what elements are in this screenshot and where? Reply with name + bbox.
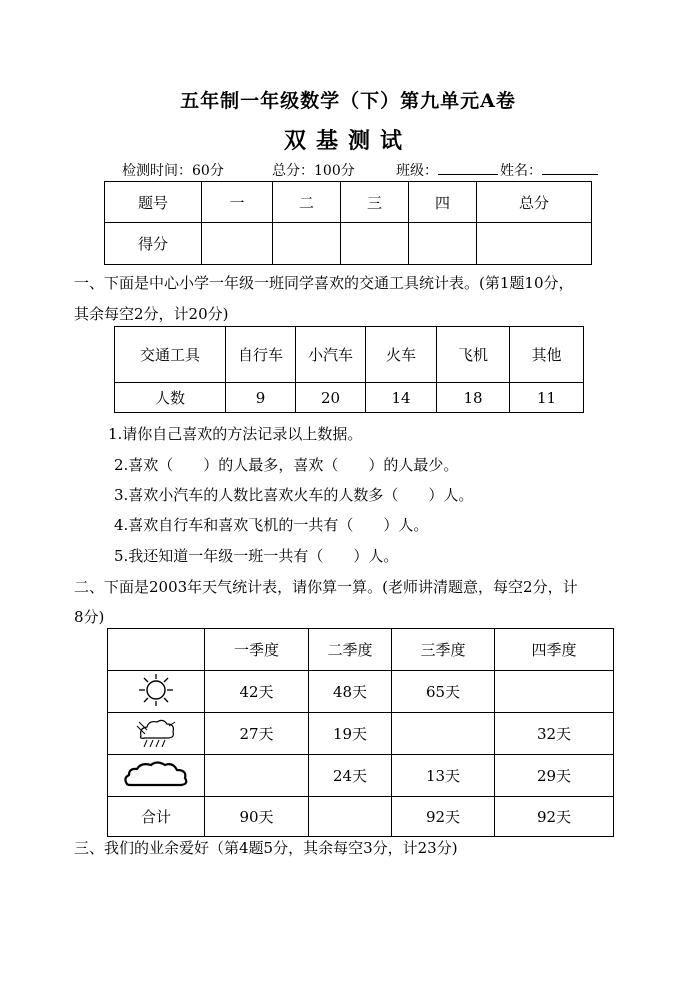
sun-icon xyxy=(134,672,178,708)
weather-row-cloudy xyxy=(108,755,614,797)
score-table-score-row xyxy=(105,223,592,265)
score-table-header-row xyxy=(105,182,592,223)
transport-cell: 18 xyxy=(437,383,510,413)
transport-cell: 火车 xyxy=(366,327,437,383)
weather-cell: 48天 xyxy=(309,671,392,713)
transport-cell: 自行车 xyxy=(226,327,296,383)
score-row-label: 得分 xyxy=(105,223,202,265)
weather-cell[interactable] xyxy=(392,713,495,755)
transport-cell: 9 xyxy=(226,383,296,413)
score-input-cell[interactable] xyxy=(341,223,409,265)
score-header-cell: 一 xyxy=(202,182,273,223)
score-input-cell[interactable] xyxy=(477,223,592,265)
weather-row-sunny xyxy=(108,671,614,713)
section1-instruction-line1: 一、下面是中心小学一年级一班同学喜欢的交通工具统计表。(第1题10分， xyxy=(74,274,574,292)
weather-cell: 42天 xyxy=(205,671,309,713)
question-4: 4.喜欢自行车和喜欢飞机的一共有（ ）人。 xyxy=(114,516,429,534)
weather-row-total xyxy=(108,797,614,837)
weather-cell: 27天 xyxy=(205,713,309,755)
question-1: 1.请你自己喜欢的方法记录以上数据。 xyxy=(108,425,363,443)
transport-cell: 11 xyxy=(510,383,584,413)
transport-cell: 其他 xyxy=(510,327,584,383)
name-label: 姓名： xyxy=(500,163,542,179)
weather-cell: 24天 xyxy=(309,755,392,797)
weather-row-rain xyxy=(108,713,614,755)
score-table xyxy=(104,181,592,265)
transport-cell: 飞机 xyxy=(437,327,510,383)
weather-cell: 19天 xyxy=(309,713,392,755)
cloud-icon xyxy=(121,758,191,790)
transport-cell: 小汽车 xyxy=(296,327,366,383)
name-field xyxy=(500,160,598,180)
rain-icon-cell xyxy=(108,713,205,755)
weather-header-cell: 二季度 xyxy=(309,629,392,671)
weather-header-cell: 三季度 xyxy=(392,629,495,671)
page-subtitle: 双基测试 xyxy=(283,128,412,154)
question-2: 2.喜欢（ ）的人最多，喜欢（ ）的人最少。 xyxy=(114,456,459,474)
section2-instruction-line1: 二、下面是2003年天气统计表，请你算一算。(老师讲清题意，每空2分，计 xyxy=(74,578,578,596)
class-blank[interactable] xyxy=(438,174,498,175)
score-input-cell[interactable] xyxy=(202,223,273,265)
weather-header-row xyxy=(108,629,614,671)
transport-cell: 人数 xyxy=(115,383,226,413)
section3-instruction: 三、我们的业余爱好（第4题5分，其余每空3分，计23分) xyxy=(74,839,458,857)
weather-cell: 29天 xyxy=(495,755,614,797)
transport-count-row xyxy=(115,383,584,413)
transport-header-row xyxy=(115,327,584,383)
weather-cell[interactable] xyxy=(205,755,309,797)
page-title: 五年制一年级数学（下）第九单元A卷 xyxy=(180,90,516,112)
weather-total-label: 合计 xyxy=(108,797,205,837)
question-3: 3.喜欢小汽车的人数比喜欢火车的人数多（ ）人。 xyxy=(114,486,474,504)
transport-cell: 14 xyxy=(366,383,437,413)
weather-corner-cell xyxy=(108,629,205,671)
weather-table xyxy=(107,628,614,837)
score-header-cell: 题号 xyxy=(105,182,202,223)
weather-cell: 90天 xyxy=(205,797,309,837)
weather-cell: 65天 xyxy=(392,671,495,713)
section1-instruction-line2: 其余每空2分，计20分) xyxy=(74,305,229,323)
weather-cell: 32天 xyxy=(495,713,614,755)
section2-instruction-line2: 8分) xyxy=(74,608,105,626)
cloud-icon-cell xyxy=(108,755,205,797)
score-header-cell: 三 xyxy=(341,182,409,223)
score-header-cell: 四 xyxy=(409,182,477,223)
test-time: 检测时间：60分 xyxy=(122,163,224,179)
score-input-cell[interactable] xyxy=(273,223,341,265)
sun-icon-cell xyxy=(108,671,205,713)
weather-cell: 13天 xyxy=(392,755,495,797)
weather-cell[interactable] xyxy=(309,797,392,837)
question-5: 5.我还知道一年级一班一共有（ ）人。 xyxy=(114,547,399,565)
transport-table xyxy=(114,326,584,413)
class-label: 班级： xyxy=(396,163,438,179)
weather-cell: 92天 xyxy=(392,797,495,837)
score-header-cell: 二 xyxy=(273,182,341,223)
transport-cell: 20 xyxy=(296,383,366,413)
weather-header-cell: 四季度 xyxy=(495,629,614,671)
weather-cell[interactable] xyxy=(495,671,614,713)
weather-cell: 92天 xyxy=(495,797,614,837)
rain-icon xyxy=(133,714,179,750)
name-blank[interactable] xyxy=(542,174,598,175)
score-header-cell: 总分 xyxy=(477,182,592,223)
score-input-cell[interactable] xyxy=(409,223,477,265)
transport-cell: 交通工具 xyxy=(115,327,226,383)
weather-header-cell: 一季度 xyxy=(205,629,309,671)
class-field xyxy=(396,160,498,180)
total-score: 总分：100分 xyxy=(272,163,355,179)
